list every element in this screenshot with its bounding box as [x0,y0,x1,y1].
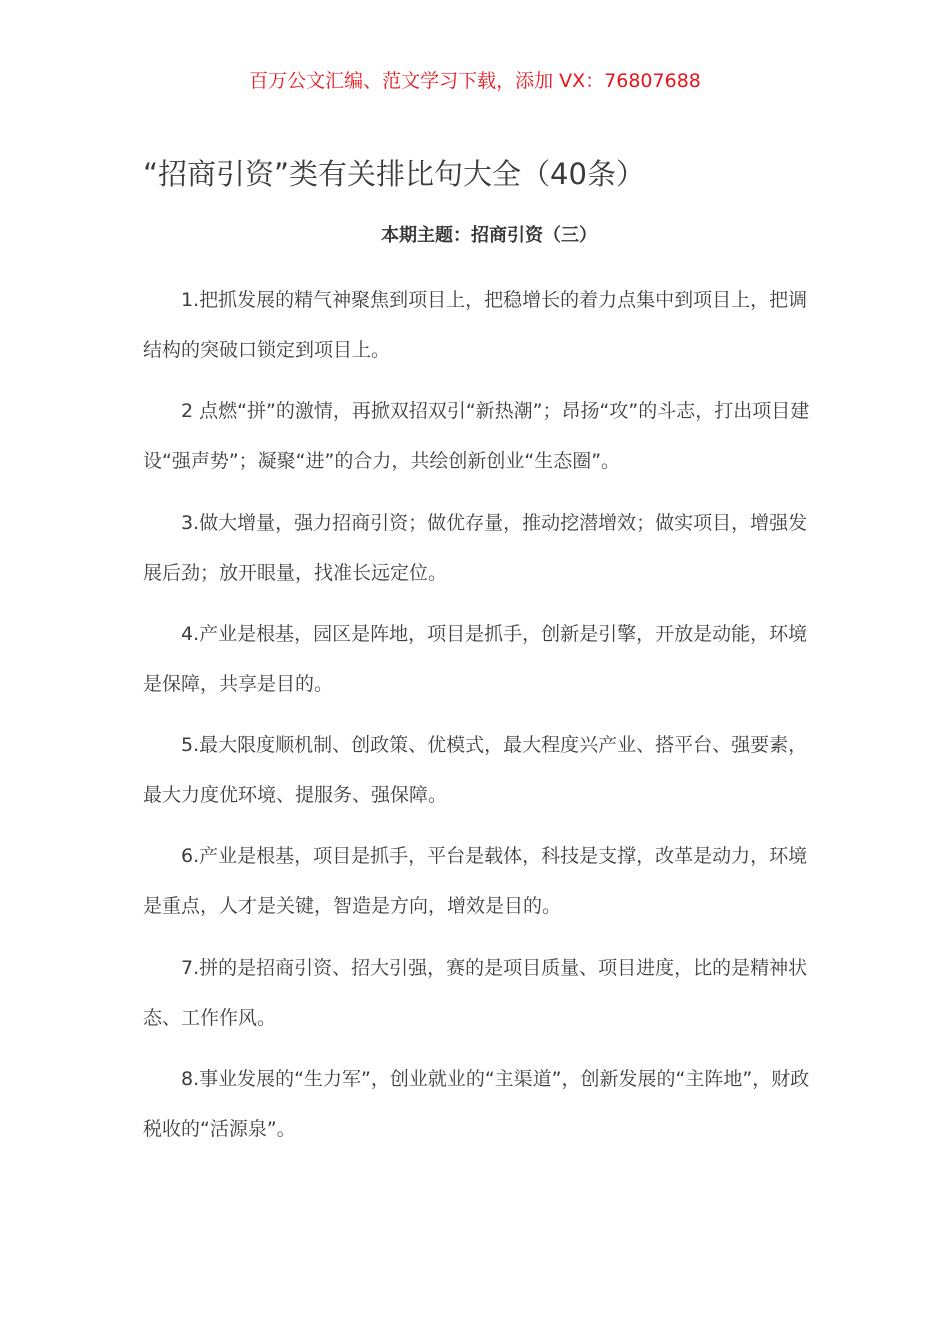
document-subtitle: 本期主题：招商引资（三） [381,225,597,246]
promo-banner: 百万公文汇编、范文学习下载，添加 VX：76807688 [249,70,701,92]
list-item: 4.产业是根基，园区是阵地，项目是抓手，创新是引擎，开放是动能，环境是保障，共享是目的。 [143,622,808,695]
list-item: 2 点燃“拼”的激情，再掀双招双引“新热潮”；昂扬“攻”的斗志，打出项目建设“强声势”；凝聚“进”的合力，共绘创新创业“生态圈”。 [143,400,810,473]
list-item: 3.做大增量，强力招商引资；做优存量，推动挖潜增效；做实项目，增强发展后劲；放开眼量，找准长远定位。 [143,511,808,584]
sentence-list [143,275,823,1165]
list-item: 8.事业发展的“生力军”，创业就业的“主渠道”，创新发展的“主阵地”，财政税收的“活源泉”。 [143,1068,810,1141]
list-item: 1.把抓发展的精气神聚焦到项目上，把稳增长的着力点集中到项目上，把调结构的突破口锁定到项目上。 [143,289,808,361]
list-item: 5.最大限度顺机制、创政策、优模式，最大程度兴产业、搭平台、强要素，最大力度优环境、提服务、强保障。 [143,734,808,807]
document-title: “招商引资”类有关排比句大全（40条） [143,157,645,191]
list-item: 7.拼的是招商引资、招大引强，赛的是项目质量、项目进度，比的是精神状态、工作作风。 [143,956,808,1029]
list-item: 6.产业是根基，项目是抓手，平台是载体，科技是支撑，改革是动力，环境是重点，人才是关键，智造是方向，增效是目的。 [143,845,808,918]
